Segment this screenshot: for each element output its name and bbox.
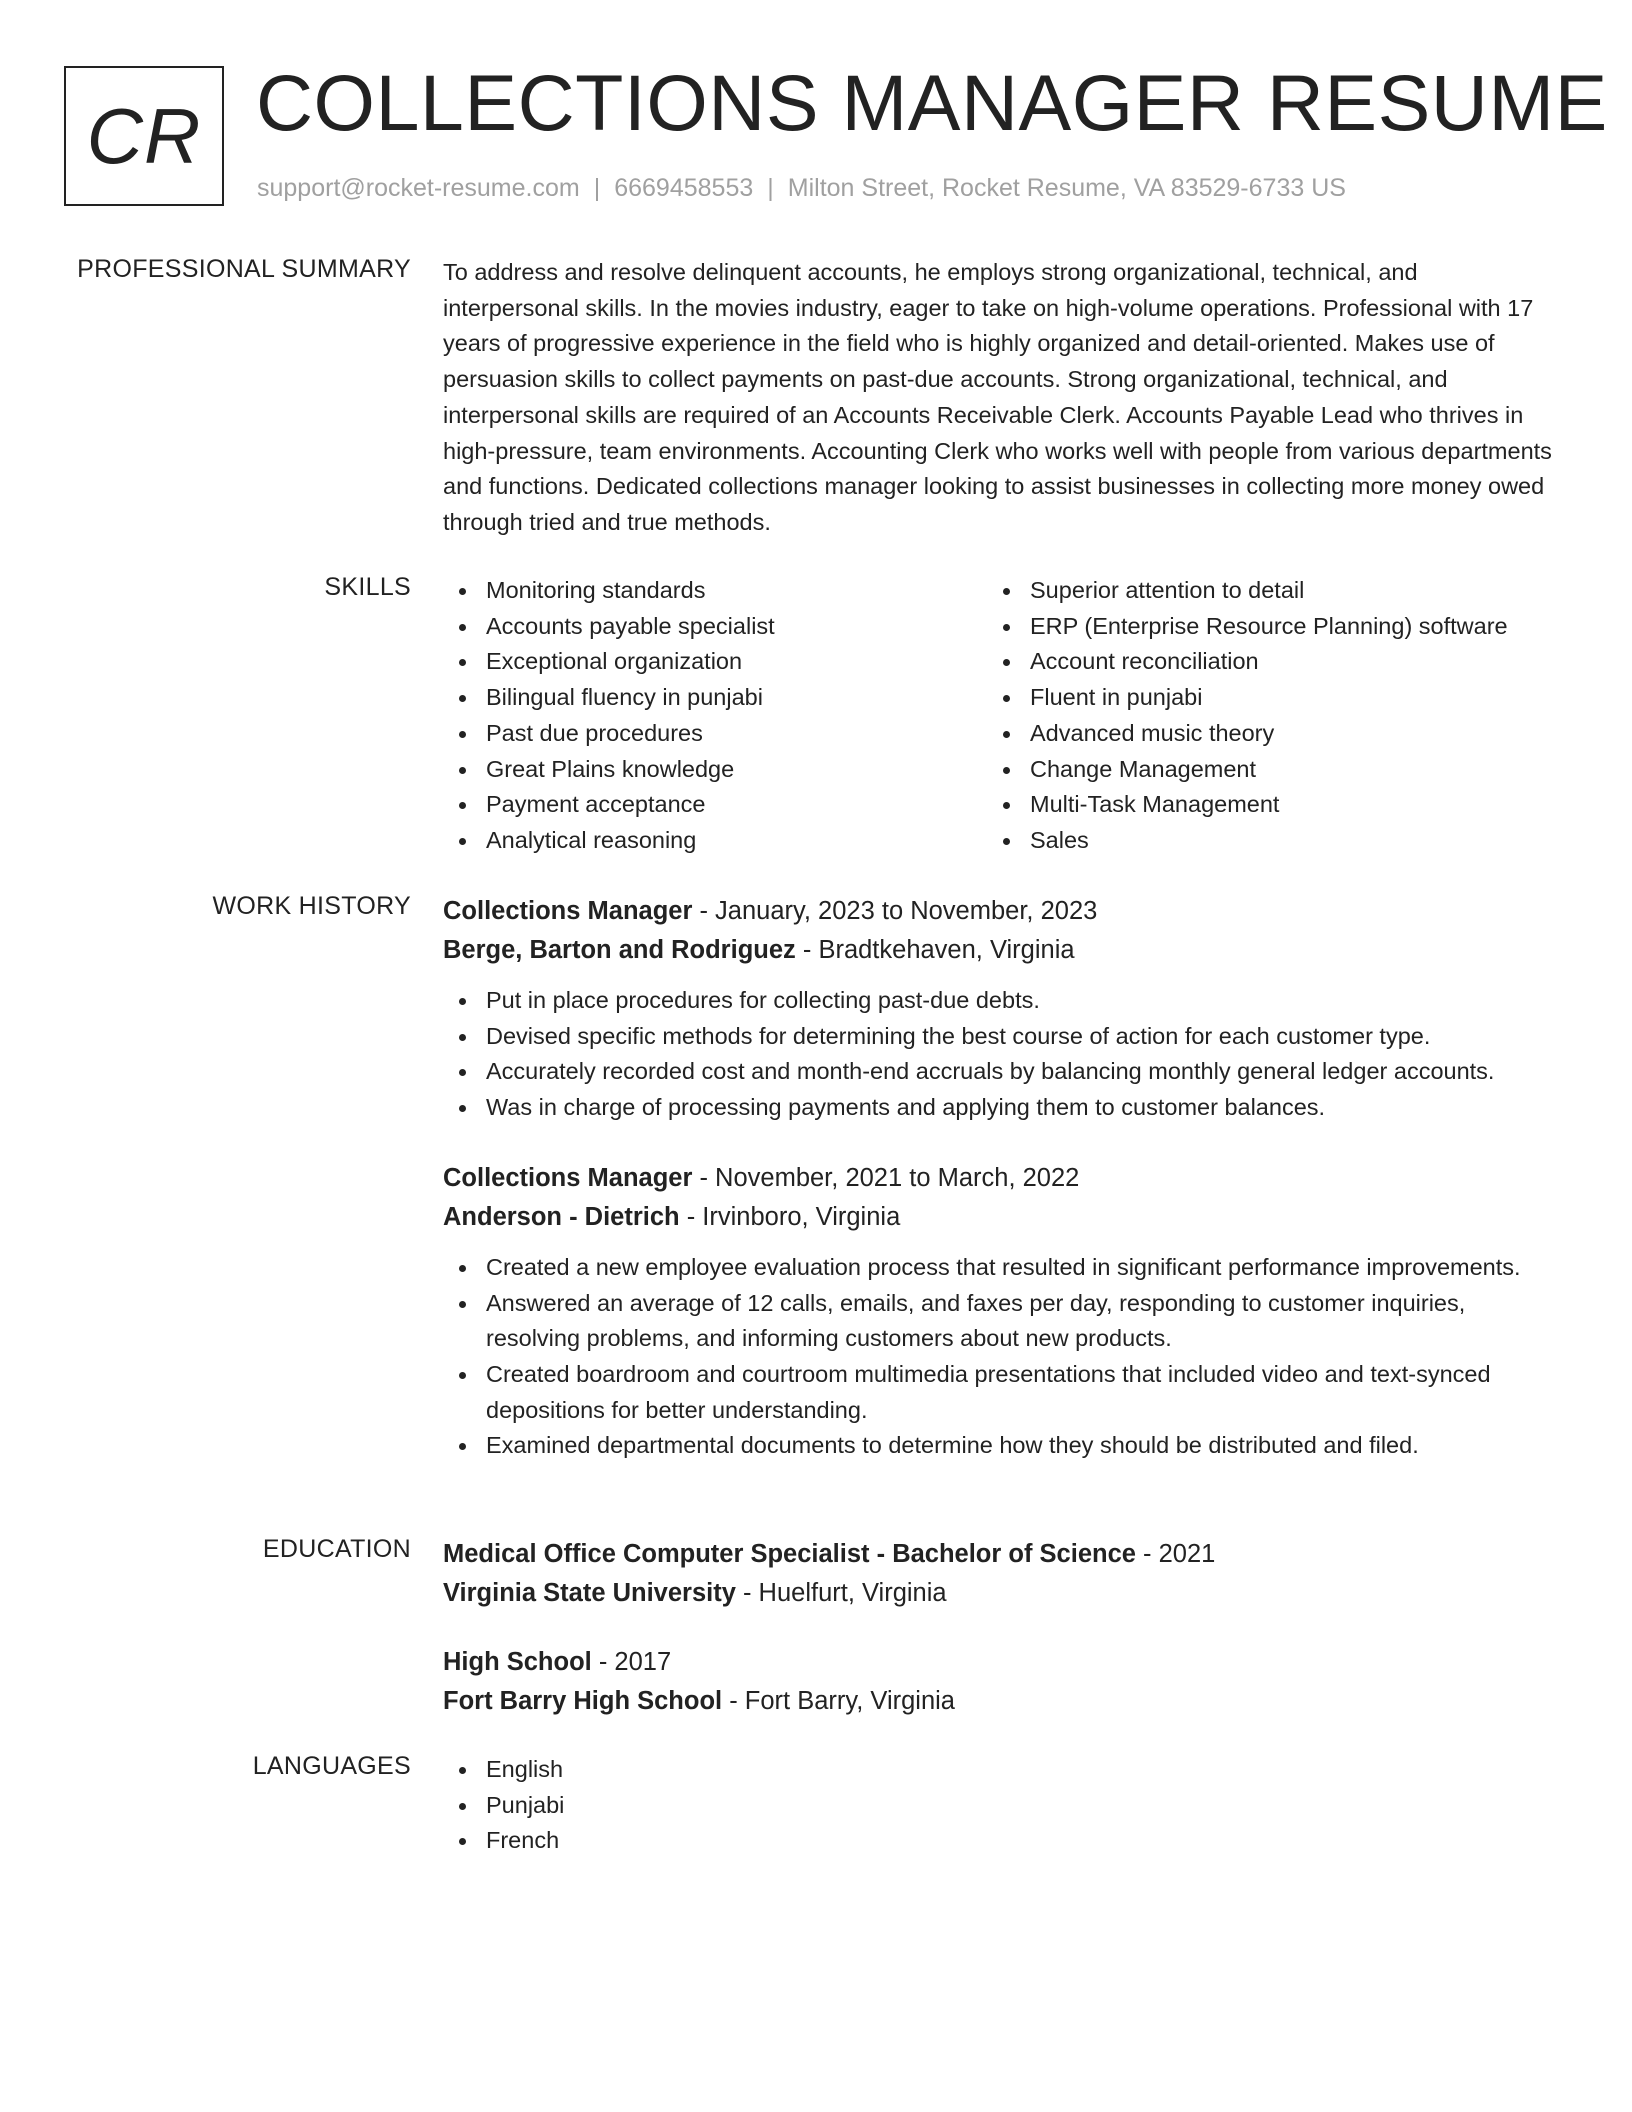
section-label-languages: LANGUAGES bbox=[252, 1752, 411, 1780]
section-label-education: EDUCATION bbox=[262, 1535, 411, 1563]
education-year: - 2017 bbox=[591, 1648, 672, 1676]
job-title: Collections Manager bbox=[443, 1163, 693, 1192]
skill-item: Sales bbox=[987, 823, 1553, 859]
section-label-summary: PROFESSIONAL SUMMARY bbox=[77, 255, 411, 283]
education-school: Fort Barry High School bbox=[443, 1687, 723, 1715]
skill-item: Payment acceptance bbox=[443, 787, 987, 823]
section-label-work: WORK HISTORY bbox=[212, 892, 411, 920]
job-duty: Accurately recorded cost and month-end accruals by balancing monthly general ledger accounts. bbox=[443, 1054, 1553, 1090]
job-company: Anderson - Dietrich bbox=[443, 1202, 680, 1231]
summary-text: To address and resolve delinquent accounts, he employs strong organizational, technical, and interpersonal skills. In the movies industry, eager to take on high-volume operations. Professional with 17 years of progressive experience in the field who is highly organized and detail-oriented. Makes use of persuasion skills to collect payments on past-due accounts. Strong organizational, technical, and interpersonal skills are required of an Accounts Receivable Clerk. Accounts Payable Lead who thrives in high-pressure, team environments. Accounting Clerk who works well with people from various departments and functions. Dedicated collections manager looking to assist businesses in collecting more money owed through tried and true methods. bbox=[443, 259, 1552, 535]
job-duty: Answered an average of 12 calls, emails, and faxes per day, responding to customer inquiries, resolving problems, and informing customers about new products. bbox=[443, 1286, 1553, 1357]
skill-item: Exceptional organization bbox=[443, 644, 987, 680]
job-dates: - November, 2021 to March, 2022 bbox=[692, 1163, 1080, 1192]
job-entry bbox=[443, 1159, 1553, 1464]
job-duty: Examined departmental documents to determine how they should be distributed and filed. bbox=[443, 1428, 1553, 1464]
skill-item: Past due procedures bbox=[443, 716, 987, 752]
language-item: Punjabi bbox=[443, 1788, 1553, 1824]
job-title: Collections Manager bbox=[443, 897, 693, 925]
skill-item: Account reconciliation bbox=[987, 644, 1553, 680]
skill-item: Analytical reasoning bbox=[443, 823, 987, 859]
skills-list-right bbox=[987, 573, 1553, 859]
education-degree: Medical Office Computer Specialist - Bachelor of Science bbox=[443, 1540, 1136, 1568]
skills-grid bbox=[443, 573, 1553, 859]
education-degree: High School bbox=[443, 1648, 592, 1676]
education-entry bbox=[443, 1643, 1553, 1721]
education-school: Virginia State University bbox=[443, 1579, 736, 1607]
job-dates: - January, 2023 to November, 2023 bbox=[692, 897, 1098, 925]
job-duty: Put in place procedures for collecting past-due debts. bbox=[443, 983, 1553, 1019]
contact-address: Milton Street, Rocket Resume, VA 83529-6733 US bbox=[787, 174, 1346, 202]
job-duty: Was in charge of processing payments and applying them to customer balances. bbox=[443, 1090, 1553, 1126]
skill-item: Accounts payable specialist bbox=[443, 609, 987, 645]
job-duty: Devised specific methods for determining the best course of action for each customer type. bbox=[443, 1019, 1553, 1055]
education-body bbox=[443, 1535, 1553, 1721]
language-item: French bbox=[443, 1823, 1553, 1859]
contact-phone: 6669458553 bbox=[614, 174, 754, 202]
skill-item: Advanced music theory bbox=[987, 716, 1553, 752]
skill-item: Monitoring standards bbox=[443, 573, 987, 609]
skill-item: Change Management bbox=[987, 752, 1553, 788]
education-location: - Huelfurt, Virginia bbox=[735, 1579, 947, 1607]
job-duties bbox=[443, 983, 1553, 1126]
education-entry bbox=[443, 1535, 1553, 1613]
skill-item: Superior attention to detail bbox=[987, 573, 1553, 609]
work-history-body bbox=[443, 892, 1553, 1464]
monogram-logo: CR bbox=[64, 66, 224, 206]
skill-item: Bilingual fluency in punjabi bbox=[443, 680, 987, 716]
language-item: English bbox=[443, 1752, 1553, 1788]
job-entry bbox=[443, 892, 1553, 1126]
job-duties bbox=[443, 1250, 1553, 1464]
job-location: - Irvinboro, Virginia bbox=[679, 1202, 901, 1231]
section-label-skills: SKILLS bbox=[324, 573, 411, 601]
job-location: - Bradtkehaven, Virginia bbox=[795, 936, 1075, 964]
page-title: COLLECTIONS MANAGER RESUME bbox=[256, 58, 1608, 147]
skill-item: ERP (Enterprise Resource Planning) software bbox=[987, 609, 1553, 645]
education-year: - 2021 bbox=[1135, 1540, 1216, 1568]
job-duty: Created a new employee evaluation process that resulted in significant performance improvements. bbox=[443, 1250, 1553, 1286]
contact-separator: | bbox=[593, 174, 601, 202]
education-location: - Fort Barry, Virginia bbox=[722, 1687, 955, 1715]
job-company: Berge, Barton and Rodriguez bbox=[443, 936, 796, 964]
skill-item: Multi-Task Management bbox=[987, 787, 1553, 823]
job-duty: Created boardroom and courtroom multimedia presentations that included video and text-synced depositions for better understanding. bbox=[443, 1357, 1553, 1428]
summary-body bbox=[443, 255, 1553, 541]
contact-line bbox=[257, 174, 1346, 203]
contact-separator: | bbox=[767, 174, 774, 202]
skill-item: Great Plains knowledge bbox=[443, 752, 987, 788]
languages-list bbox=[443, 1752, 1553, 1859]
languages-body bbox=[443, 1752, 1553, 1859]
contact-email: support@rocket-resume.com bbox=[257, 174, 580, 202]
skills-list-left bbox=[443, 573, 987, 859]
skill-item: Fluent in punjabi bbox=[987, 680, 1553, 716]
